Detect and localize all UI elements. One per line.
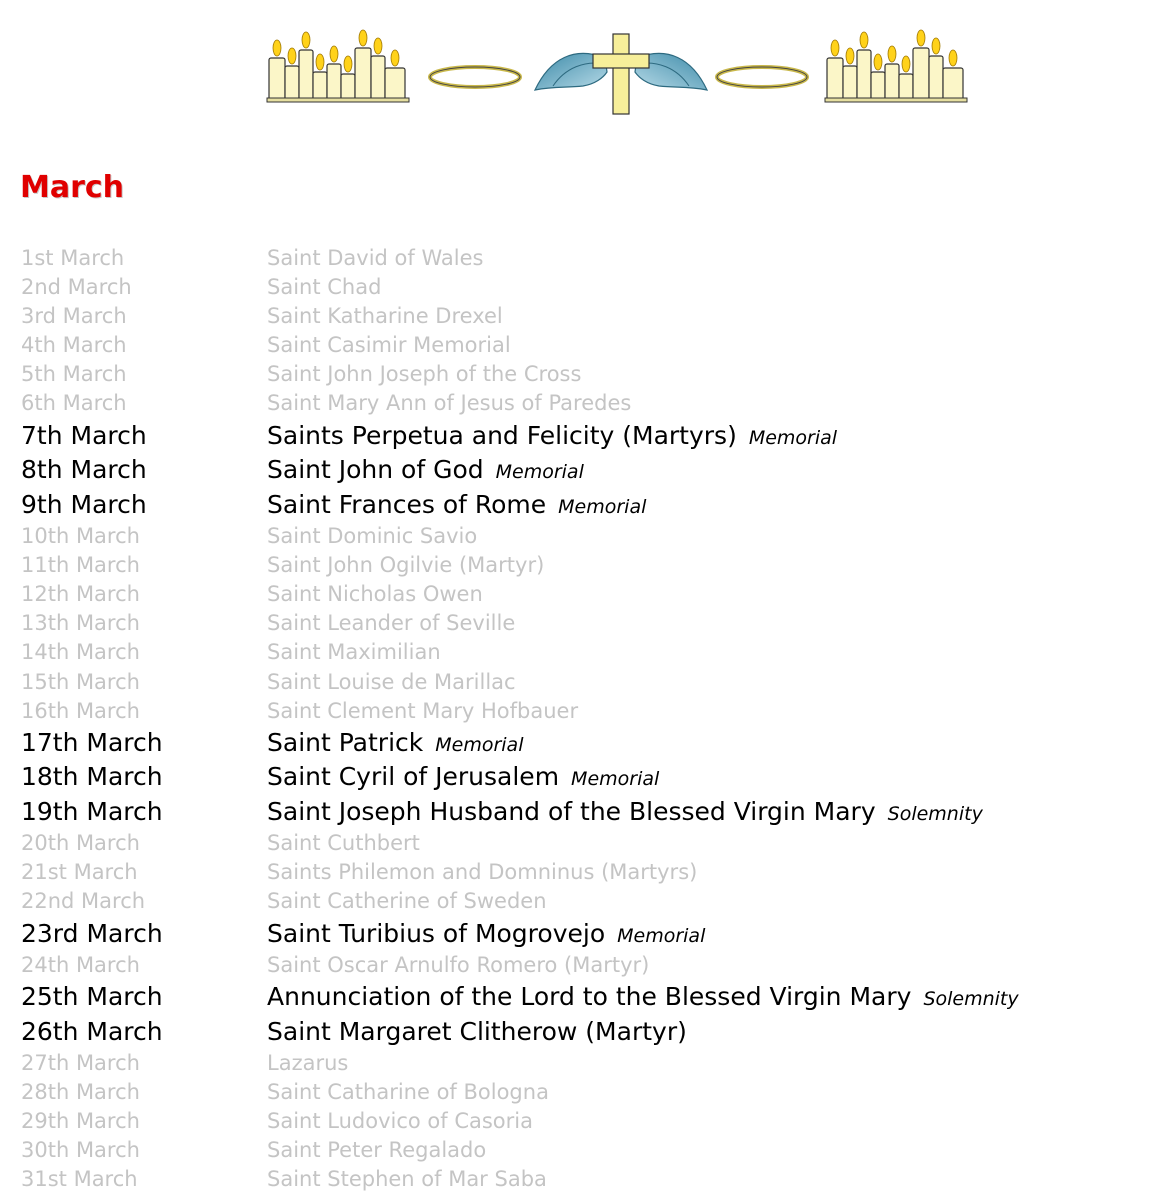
saint-name: Saint Catherine of Sweden — [267, 889, 547, 914]
saint-name: Saint Stephen of Mar Saba — [267, 1167, 547, 1192]
saint-name: Saint Catharine of Bologna — [267, 1080, 549, 1105]
feast-saint — [267, 760, 659, 796]
saint-name: Saint Ludovico of Casoria — [267, 1109, 533, 1134]
feast-date: 29th March — [21, 1109, 140, 1134]
saint-name: Saint Maximilian — [267, 640, 441, 665]
feast-date: 12th March — [21, 582, 140, 607]
feast-date: 11th March — [21, 553, 140, 578]
feast-date: 18th March — [21, 762, 163, 792]
feast-saint — [267, 795, 983, 831]
feast-date: 17th March — [21, 727, 163, 757]
saint-name: Lazarus — [267, 1051, 349, 1076]
saint-name: Saint Katharine Drexel — [267, 304, 503, 329]
feast-row — [0, 1107, 1162, 1136]
feast-row — [0, 580, 1162, 609]
feast-row — [0, 858, 1162, 887]
feast-date: 20th March — [21, 831, 140, 856]
feast-saint — [267, 917, 705, 953]
feast-saint — [267, 331, 511, 360]
feast-row — [0, 360, 1162, 389]
saint-name: Annunciation of the Lord to the Blessed Virgin Mary — [267, 982, 912, 1012]
saint-name: Saint Peter Regalado — [267, 1138, 487, 1163]
feast-saint — [267, 302, 503, 331]
feast-rank: Memorial — [435, 733, 524, 756]
feast-saint — [267, 638, 441, 667]
feast-row — [0, 1078, 1162, 1107]
saint-name: Saint Patrick — [267, 727, 424, 757]
feast-saint — [267, 1107, 533, 1136]
saint-name: Saint Casimir Memorial — [267, 333, 511, 358]
saint-name: Saint David of Wales — [267, 246, 484, 270]
feast-rank: Memorial — [617, 924, 706, 947]
feast-row — [0, 1015, 1162, 1050]
saint-name: Saint Leander of Seville — [267, 611, 516, 636]
feast-saint — [267, 488, 646, 524]
feast-saint — [267, 1165, 547, 1194]
feast-row — [0, 1049, 1162, 1078]
saint-name: Saint John Joseph of the Cross — [267, 362, 582, 387]
feast-date: 15th March — [21, 669, 140, 694]
feast-row — [0, 1136, 1162, 1165]
feast-rank: Solemnity — [887, 802, 983, 825]
feast-saint — [267, 360, 581, 389]
saint-name: Saint Chad — [267, 275, 382, 300]
feast-saint — [267, 1078, 549, 1107]
feast-row — [0, 917, 1162, 952]
feast-date: 24th March — [21, 953, 140, 977]
feast-row — [0, 760, 1162, 795]
feast-date: 30th March — [21, 1138, 140, 1163]
saint-name: Saint Dominic Savio — [267, 524, 478, 549]
feast-date: 10th March — [21, 524, 140, 549]
feast-row — [0, 522, 1162, 551]
feast-saint — [267, 389, 631, 418]
feast-date: 7th March — [21, 420, 147, 450]
saint-name: Saint Louise de Marillac — [267, 669, 516, 694]
feast-row — [0, 302, 1162, 331]
saint-name: Saint Oscar Arnulfo Romero (Martyr) — [267, 953, 650, 977]
feast-list — [0, 244, 1162, 1195]
feast-row — [0, 331, 1162, 360]
feast-saint — [267, 419, 837, 455]
feast-saint — [267, 1015, 687, 1049]
feast-row — [0, 795, 1162, 830]
halo-icon — [717, 67, 807, 87]
feast-date: 14th March — [21, 640, 140, 665]
feast-row — [0, 668, 1162, 697]
saint-name: Saint John of God — [267, 455, 484, 485]
feast-row — [0, 829, 1162, 858]
saint-name: Saint Cuthbert — [267, 831, 420, 856]
saint-name: Saint Nicholas Owen — [267, 582, 483, 607]
saint-name: Saint Mary Ann of Jesus of Paredes — [267, 391, 632, 416]
feast-date: 9th March — [21, 489, 147, 519]
feast-row — [0, 244, 1162, 273]
feast-saint — [267, 980, 1019, 1016]
feast-rank: Memorial — [558, 495, 647, 518]
feast-saint — [267, 951, 649, 980]
feast-date: 19th March — [21, 796, 163, 826]
feast-saint — [267, 1136, 486, 1165]
feast-date: 23rd March — [21, 918, 163, 948]
feast-date: 16th March — [21, 698, 140, 723]
feast-saint — [267, 697, 578, 726]
feast-rank: Memorial — [571, 768, 660, 791]
feast-row — [0, 273, 1162, 302]
feast-rank: Solemnity — [923, 988, 1019, 1011]
feast-row — [0, 453, 1162, 488]
feast-date: 26th March — [21, 1016, 163, 1046]
feast-saint — [267, 580, 483, 609]
feast-row — [0, 488, 1162, 523]
halo-icon — [430, 67, 520, 87]
feast-date: 31st March — [21, 1167, 138, 1192]
feast-date: 21st March — [21, 860, 138, 885]
saint-name: Saint Frances of Rome — [267, 489, 547, 519]
saint-name: Saint John Ogilvie (Martyr) — [267, 553, 545, 578]
saint-name: Saint Margaret Clitherow (Martyr) — [267, 1016, 687, 1046]
feast-saint — [267, 609, 515, 638]
feast-row — [0, 1165, 1162, 1194]
feast-date: 2nd March — [21, 275, 132, 300]
feast-saint — [267, 522, 477, 551]
feast-saint — [267, 453, 584, 489]
page-title: March — [20, 170, 125, 205]
banner — [265, 28, 970, 118]
feast-row — [0, 389, 1162, 418]
feast-date: 27th March — [21, 1051, 140, 1076]
feast-date: 8th March — [21, 455, 147, 485]
feast-date: 5th March — [21, 362, 127, 387]
feast-row — [0, 609, 1162, 638]
saint-name: Saint Cyril of Jerusalem — [267, 762, 560, 792]
feast-saint — [267, 551, 544, 580]
feast-row — [0, 887, 1162, 916]
feast-row — [0, 951, 1162, 980]
feast-date: 28th March — [21, 1080, 140, 1105]
feast-date: 22nd March — [21, 889, 146, 914]
feast-saint — [267, 668, 516, 697]
feast-date: 4th March — [21, 333, 127, 358]
feast-date: 25th March — [21, 982, 163, 1012]
saint-name: Saint Joseph Husband of the Blessed Virgin Mary — [267, 796, 876, 826]
saint-name: Saint Clement Mary Hofbauer — [267, 698, 579, 723]
feast-saint — [267, 1049, 348, 1078]
feast-saint — [267, 887, 547, 916]
saint-name: Saints Perpetua and Felicity (Martyrs) — [267, 420, 737, 450]
feast-rank: Memorial — [748, 426, 838, 449]
feast-saint — [267, 829, 420, 858]
feast-row — [0, 419, 1162, 454]
feast-saint — [267, 244, 483, 273]
feast-date: 13th March — [21, 611, 140, 636]
feast-row — [0, 551, 1162, 580]
feast-date: 1st March — [21, 246, 125, 270]
feast-saint — [267, 726, 523, 762]
feast-date: 6th March — [21, 391, 127, 416]
saint-name: Saints Philemon and Domninus (Martyrs) — [267, 860, 698, 885]
feast-row — [0, 697, 1162, 726]
feast-row — [0, 980, 1162, 1015]
saint-name: Saint Turibius of Mogrovejo — [267, 918, 606, 948]
feast-date: 3rd March — [21, 304, 127, 329]
feast-saint — [267, 273, 381, 302]
feast-rank: Memorial — [495, 461, 584, 484]
candles-icon — [825, 30, 967, 102]
feast-row — [0, 726, 1162, 761]
winged-cross-icon — [535, 34, 707, 114]
feast-row — [0, 638, 1162, 667]
candles-icon — [267, 30, 409, 102]
feast-saint — [267, 858, 697, 887]
